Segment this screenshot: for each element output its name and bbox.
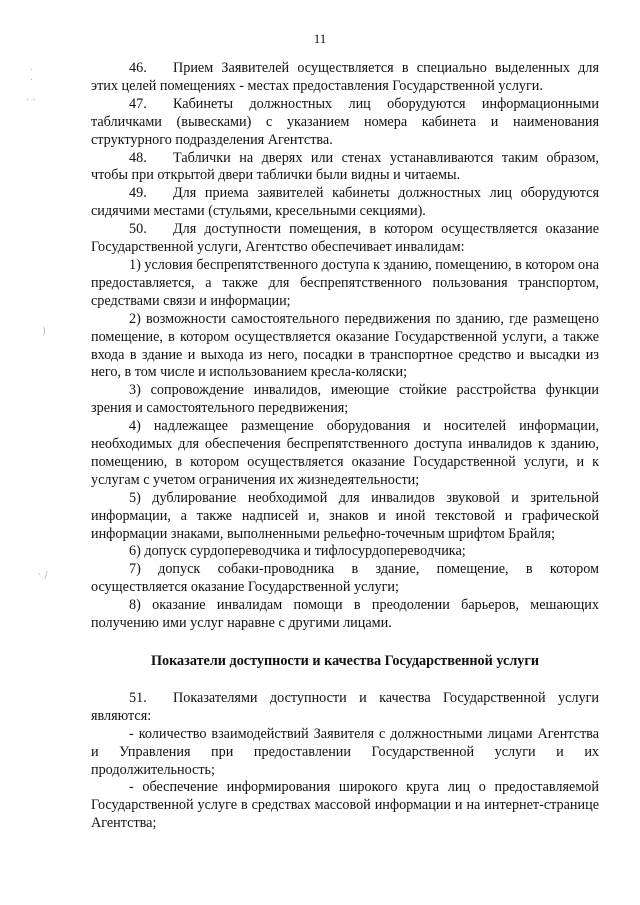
list-item: 4) надлежащее размещение оборудования и носителей информации, необходимых для обеспечения беспрепятственного доступа инвалидов к зданию, помещению, в котором осуществляется оказание Государственной услуги, и к услугам с учетом ограничения их жизнедеятельности;	[91, 418, 599, 488]
bullet-item: - обеспечение информирования широкого круга лиц о предоставляемой Государственной услуге в средствах массовой информации и на интернет-странице Агентства;	[91, 779, 599, 832]
page-number: 11	[313, 31, 327, 46]
scan-artifact: · ·	[26, 95, 36, 106]
paragraph-51	[91, 690, 599, 726]
paragraph-number: 49.	[129, 185, 147, 202]
paragraph-text: Кабинеты должностных лиц оборудуются информационными табличками (вывесками) с указанием номера кабинета и наименования структурного подразделения Агентства.	[91, 95, 599, 148]
paragraph-50	[91, 221, 599, 257]
paragraph-text: Для доступности помещения, в котором осуществляется оказание Государственной услуги, Агентство обеспечивает инвалидам:	[91, 221, 599, 256]
paragraph-text: Показателями доступности и качества Государственной услуги являются:	[91, 689, 599, 724]
paragraph-text: Таблички на дверях или стенах устанавливаются таким образом, чтобы при открытой двери таблички были видны и читаемы.	[91, 149, 599, 184]
paragraph-number: 51.	[129, 689, 147, 706]
list-item: 1) условия беспрепятственного доступа к зданию, помещению, в котором она предоставляется, а также для беспрепятственного пользования транспортом, средствами связи и информации;	[91, 256, 599, 309]
section-heading: Показатели доступности и качества Государственной услуги	[150, 653, 540, 669]
list-item: 3) сопровождение инвалидов, имеющие стойкие расстройства функции зрения и самостоятельного передвижения;	[91, 382, 599, 417]
scan-artifact: · /	[38, 570, 48, 581]
list-item: 6) допуск сурдопереводчика и тифлосурдопереводчика;	[129, 543, 466, 560]
paragraph-48	[91, 150, 599, 186]
paragraph-number: 50.	[129, 221, 147, 238]
bullet-item: - количество взаимодействий Заявителя с должностными лицами Агентства и Управления при предоставлении Государственной услуги и их продолжительность;	[91, 725, 599, 778]
list-item: 8) оказание инвалидам помощи в преодолении барьеров, мешающих получению ими услуг наравне с другими лицами.	[91, 597, 599, 632]
paragraph-number: 46.	[129, 60, 147, 76]
scan-artifact: )	[42, 326, 46, 337]
paragraph-47	[91, 96, 599, 150]
paragraph-number: 47.	[129, 95, 147, 112]
paragraph-49	[91, 185, 599, 221]
list-item: 5) дублирование необходимой для инвалидов звуковой и зрительной информации, а также надписей и, знаков и иной текстовой и графической информации знаками, выполненными рельефно-точечным шрифтом Брайля;	[91, 489, 599, 542]
paragraph-text: Для приема заявителей кабинеты должностных лиц оборудуются сидячими местами (стульями, кресельными секциями).	[91, 185, 599, 220]
list-item: 7) допуск собаки-проводника в здание, помещение, в котором осуществляется оказание Государственной услуги;	[91, 561, 599, 596]
scan-artifact: · ·	[30, 65, 34, 86]
paragraph-number: 48.	[129, 149, 147, 166]
list-item: 2) возможности самостоятельного передвижения по зданию, где размещено помещение, в котором осуществляется оказание Государственной услуги, а также входа в здание и выхода из него, посадки в транспортное средство и высадки из него, в том числе и использованием кресла-коляски;	[91, 310, 599, 381]
document-body	[91, 60, 599, 833]
paragraph-text: Прием Заявителей осуществляется в специально выделенных для этих целей помещениях - местах предоставления Государственной услуги.	[91, 60, 599, 94]
paragraph-46	[91, 60, 599, 96]
